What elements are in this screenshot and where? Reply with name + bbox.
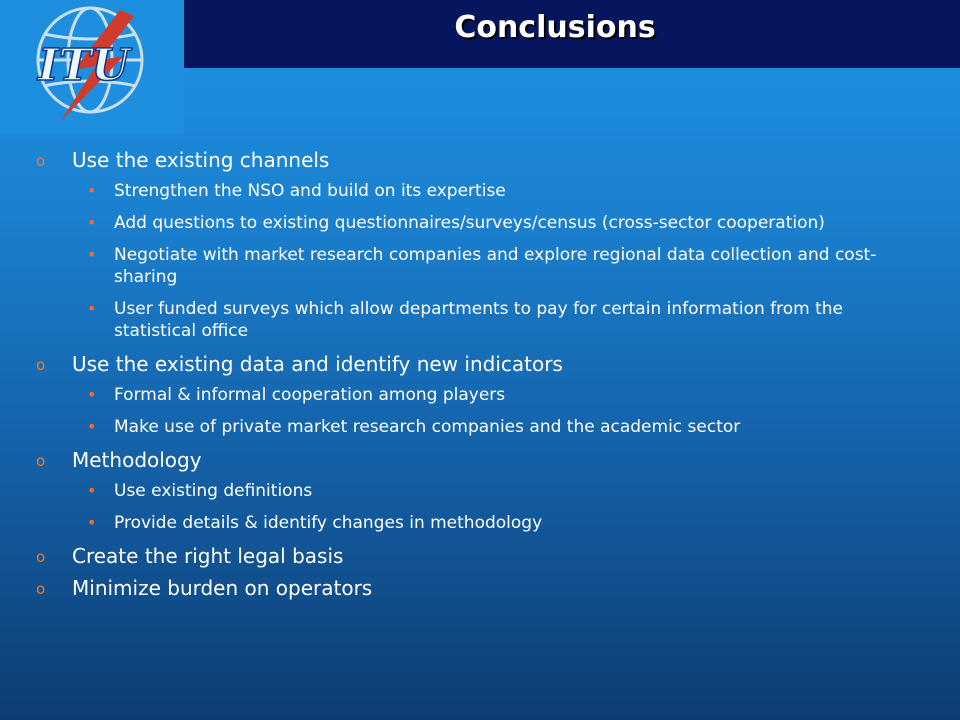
bullet-item bbox=[36, 352, 916, 376]
sub-bullet-label: Make use of private market research companies and the academic sector bbox=[114, 417, 741, 437]
bullet-item bbox=[36, 576, 916, 600]
bullet-marker-icon: o bbox=[36, 356, 46, 374]
bullet-label: Methodology bbox=[72, 448, 202, 472]
sub-bullet-marker-icon: • bbox=[87, 417, 97, 436]
sub-bullet-label: Use existing definitions bbox=[114, 481, 313, 501]
bullet-label: Create the right legal basis bbox=[72, 544, 344, 568]
bullet-item bbox=[36, 544, 916, 568]
sub-bullet-item bbox=[36, 512, 916, 534]
sub-bullet-item bbox=[36, 384, 916, 406]
sub-bullet-marker-icon: • bbox=[87, 299, 97, 318]
sub-bullet-label: Negotiate with market research companies and explore regional data collection and cost-sharing bbox=[114, 245, 877, 287]
bullet-marker-icon: o bbox=[36, 152, 46, 170]
bullet-list bbox=[36, 148, 916, 608]
bullet-label: Use the existing data and identify new indicators bbox=[72, 352, 563, 376]
sub-bullet-item bbox=[36, 244, 916, 288]
sub-bullet-label: Provide details & identify changes in methodology bbox=[114, 513, 543, 533]
sub-bullet-item bbox=[36, 416, 916, 438]
bullet-label: Minimize burden on operators bbox=[72, 576, 373, 600]
slide-title: Conclusions bbox=[454, 10, 656, 45]
sub-bullet-item bbox=[36, 298, 916, 342]
sub-bullet-marker-icon: • bbox=[87, 385, 97, 404]
sub-bullet-marker-icon: • bbox=[87, 481, 97, 500]
sub-bullet-marker-icon: • bbox=[87, 513, 97, 532]
sub-bullet-item bbox=[36, 212, 916, 234]
bullet-marker-icon: o bbox=[36, 548, 46, 566]
bullet-marker-icon: o bbox=[36, 580, 46, 598]
sub-bullet-marker-icon: • bbox=[87, 213, 97, 232]
sub-bullet-label: Strengthen the NSO and build on its expertise bbox=[114, 181, 506, 201]
bullet-item bbox=[36, 148, 916, 172]
sub-bullet-item bbox=[36, 180, 916, 202]
sub-bullet-label: User funded surveys which allow departments to pay for certain information from the statistical office bbox=[114, 299, 844, 341]
sub-bullet-label: Formal & informal cooperation among players bbox=[114, 385, 506, 405]
sub-bullet-marker-icon: • bbox=[87, 181, 97, 200]
sub-bullet-label: Add questions to existing questionnaires/surveys/census (cross-sector cooperation) bbox=[114, 213, 825, 233]
bullet-marker-icon: o bbox=[36, 452, 46, 470]
logo-text: ITU bbox=[38, 40, 130, 91]
sub-bullet-marker-icon: • bbox=[87, 245, 97, 264]
itu-logo bbox=[0, 0, 184, 134]
bullet-label: Use the existing channels bbox=[72, 148, 330, 172]
globe-logo-icon bbox=[0, 0, 184, 134]
sub-bullet-item bbox=[36, 480, 916, 502]
bullet-item bbox=[36, 448, 916, 472]
